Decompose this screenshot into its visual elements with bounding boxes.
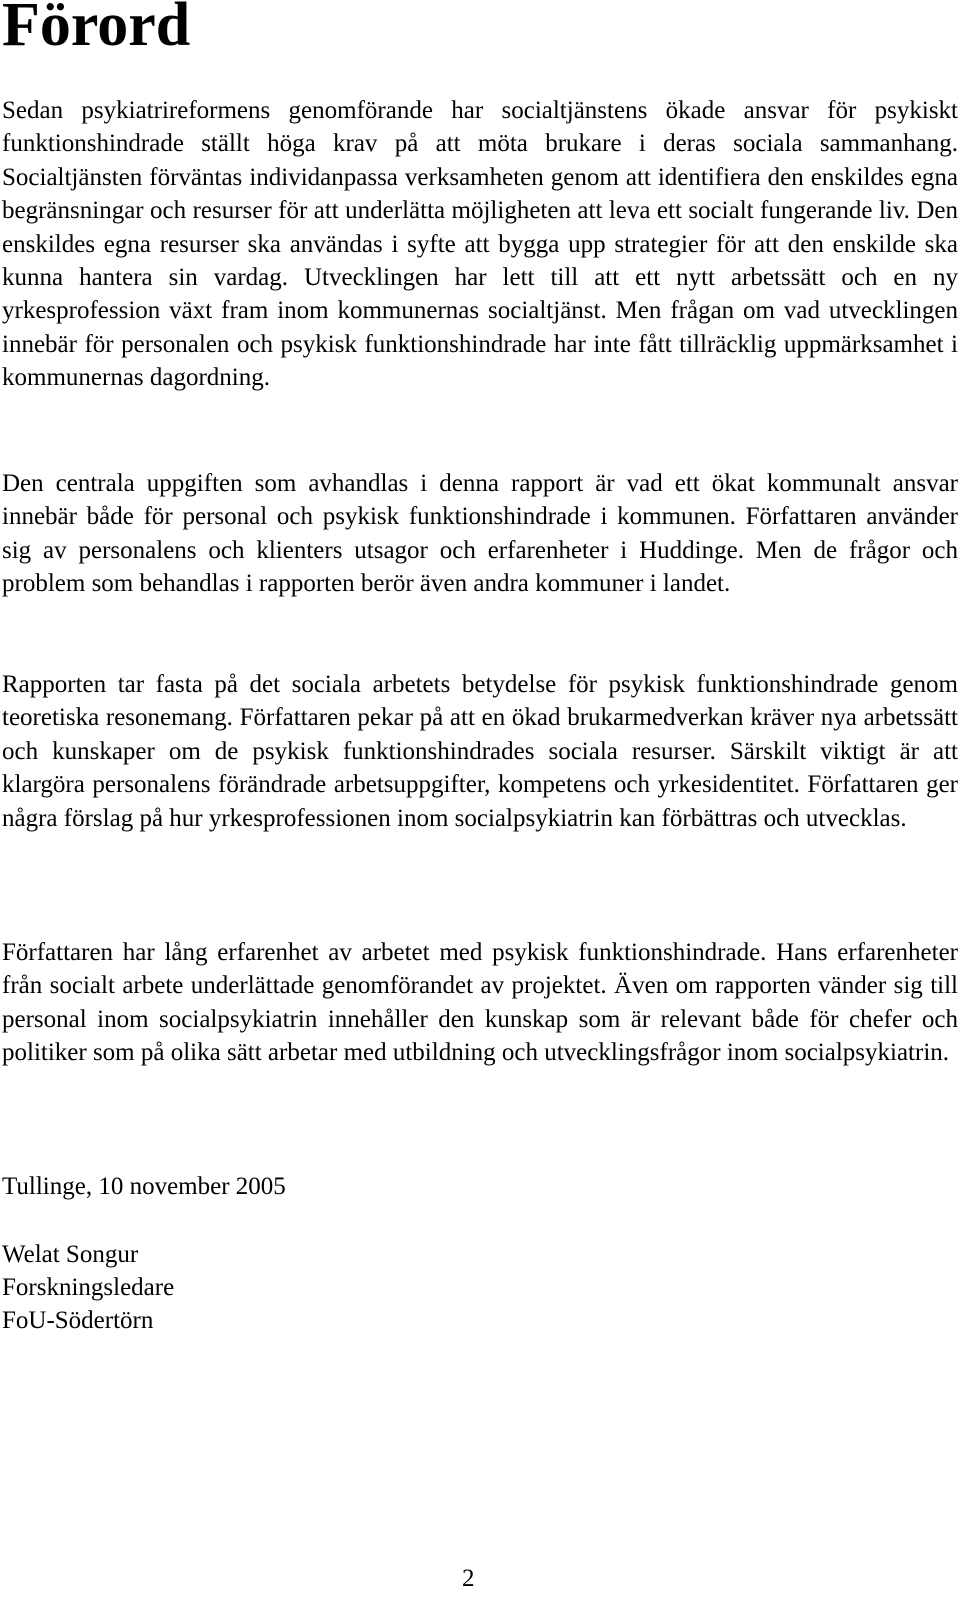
paragraph-2: Den centrala uppgiften som avhandlas i denna rapport är vad ett ökat kommunalt ansvar innebär både för personal och psykisk funktionshindrade i kommunen. Författaren använder sig av personalens och klienters utsagor och erfarenheter i Huddinge. Men de frågor och problem som behandlas i rapporten berör även andra kommuner i landet. [2, 470, 958, 598]
paragraph-1: Sedan psykiatrireformens genomförande har socialtjänstens ökade ansvar för psykiskt funktionshindrade ställt höga krav på att möta brukare i deras sociala sammanhang. Socialtjänsten förväntas individanpassa verksamheten genom att identifiera den enskildes egna begränsningar och resurser för att underlätta möjligheten att leva ett socialt fungerande liv. Den enskildes egna resurser ska användas i syfte att bygga upp strategier för att den enskilde ska kunna hantera sin vardag. Utvecklingen har lett till att ett nytt arbetssätt och en ny yrkesprofession växt fram inom kommunernas socialtjänst. Men frågan om vad utvecklingen innebär för personalen och psykisk funktionshindrade har inte fått tillräcklig uppmärksamhet i kommunernas dagordning. [2, 97, 958, 392]
signature-name: Welat Songur [2, 1241, 139, 1268]
paragraph-3: Rapporten tar fasta på det sociala arbetets betydelse för psykisk funktionshindrade genom teoretiska resonemang. Författaren pekar på att en ökad brukarmedverkan kräver nya arbetssätt och kunskaper om de psykisk funktionshindrades sociala resurser. Särskilt viktigt är att klargöra personalens förändrade arbetsuppgifter, kompetens och yrkesidentitet. Författaren ger några förslag på hur yrkesprofessionen inom socialpsykiatrin kan förbättras och utvecklas. [2, 671, 958, 832]
signature-title: Forskningsledare [2, 1274, 175, 1301]
dateline: Tullinge, 10 november 2005 [2, 1173, 286, 1200]
paragraph-4: Författaren har lång erfarenhet av arbetet med psykisk funktionshindrade. Hans erfarenheter från socialt arbete underlättade genomförandet av projektet. Även om rapporten vänder sig till personal inom socialpsykiatrin innehåller den kunskap som är relevant både för chefer och politiker som på olika sätt arbetar med utbildning och utvecklingsfrågor inom socialpsykiatrin. [2, 939, 958, 1067]
signature-organization: FoU-Södertörn [2, 1307, 154, 1334]
page-title: Förord [2, 0, 191, 59]
page-number: 2 [462, 1565, 475, 1592]
